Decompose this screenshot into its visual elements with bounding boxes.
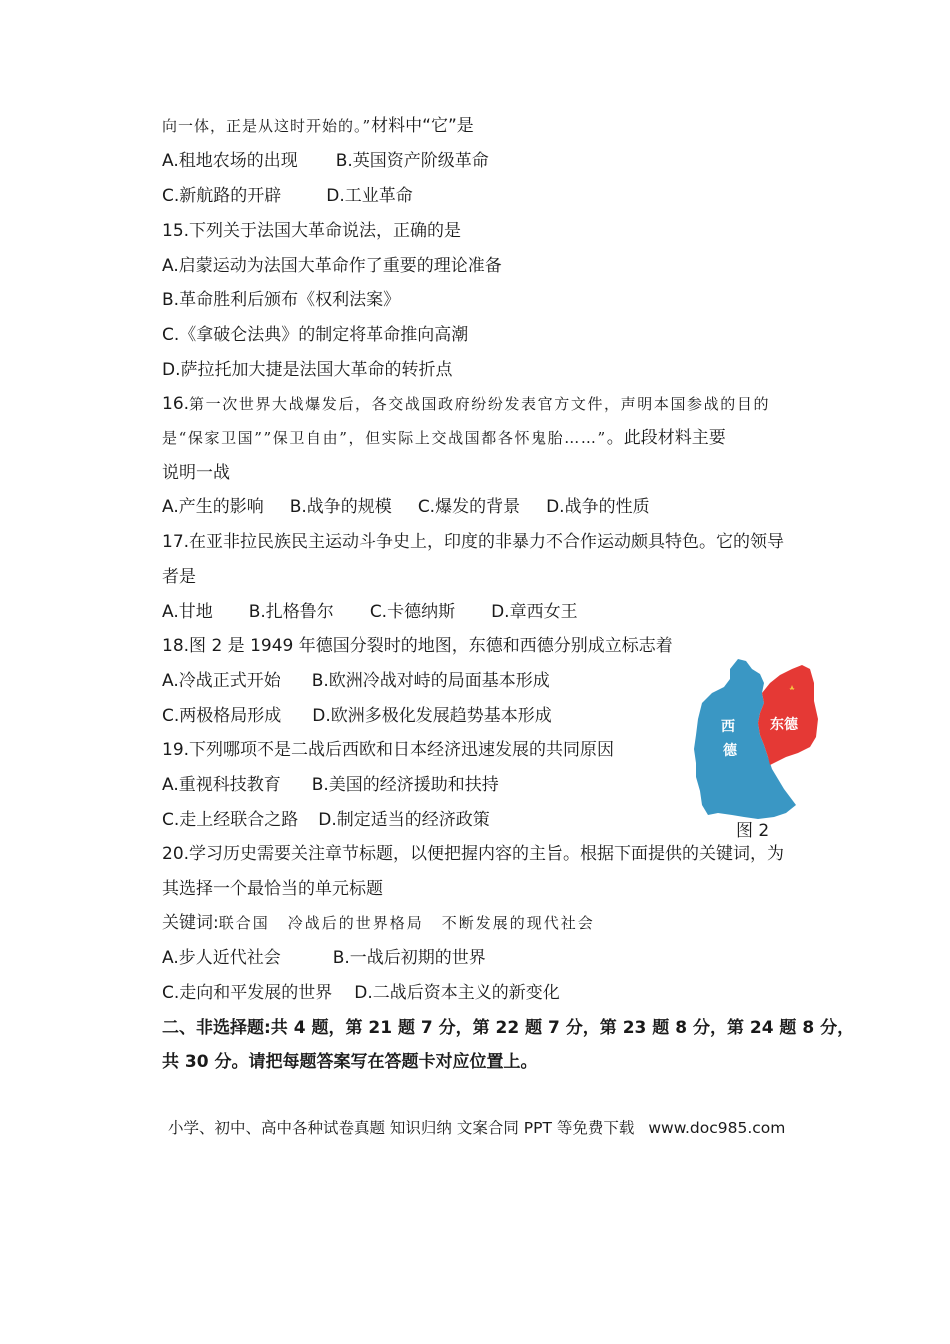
q20-keyword-label: 关键词:: [162, 913, 219, 933]
q15-option-d: D.萨拉托加大捷是法国大革命的转折点: [162, 360, 453, 380]
q19-option-a: A.重视科技教育: [162, 775, 281, 795]
q16-option-b: B.战争的规模: [289, 497, 392, 517]
q15-option-a: A.启蒙运动为法国大革命作了重要的理论准备: [162, 256, 502, 276]
q18-options-row1: [162, 669, 550, 693]
q20-stem-line1: 20.学习历史需要关注章节标题，以便把握内容的主旨。根据下面提供的关键词，为: [162, 844, 785, 864]
q19-option-d: D.制定适当的经济政策: [318, 810, 490, 830]
q16-quote-1: 第一次世界大战爆发后，各交战国政府纷纷发表官方文件，声明本国参战的目的: [189, 395, 771, 413]
q14-option-d: D.工业革命: [326, 186, 413, 206]
q14-option-a: A.租地农场的出现: [162, 151, 298, 171]
q18-option-d: D.欧洲多极化发展趋势基本形成: [312, 706, 552, 726]
q20-options-row1: [162, 946, 486, 970]
map-label-east: 东德: [770, 717, 798, 733]
q20-stem-line2: 其选择一个最恰当的单元标题: [162, 879, 383, 899]
q18-option-b: B.欧洲冷战对峙的局面基本形成: [311, 671, 550, 691]
q20-options-row2: [162, 981, 560, 1005]
q16-stem-tail: 。此段材料主要: [606, 428, 726, 448]
q20-option-d: D.二战后资本主义的新变化: [354, 983, 560, 1003]
footer-text: 小学、初中、高中各种试卷真题 知识归纳 文案合同 PPT 等免费下载: [168, 1119, 635, 1137]
q14-option-c: C.新航路的开辟: [162, 186, 282, 206]
q14-quote-end: 向一体，正是从这时开始的。”: [162, 117, 372, 135]
page-footer: [168, 1117, 785, 1139]
q20-option-a: A.步人近代社会: [162, 948, 281, 968]
figure-caption: 图 2: [736, 821, 770, 841]
q14-option-b: B.英国资产阶级革命: [335, 151, 489, 171]
q17-option-d: D.章西女王: [491, 602, 578, 622]
q19-options-row1: [162, 773, 499, 797]
section2-heading-line2: 共 30 分。请把每题答案写在答题卡对应位置上。: [162, 1052, 538, 1072]
q20-keywords: [162, 911, 595, 935]
q15-stem: 15.下列关于法国大革命说法，正确的是: [162, 221, 462, 241]
q14-options-row2: [162, 184, 413, 208]
map-label-west-1: 西: [721, 719, 735, 735]
footer-url[interactable]: www.doc985.com: [648, 1119, 786, 1137]
q16-number: 16.: [162, 394, 190, 414]
q16-stem-line1: [162, 392, 770, 416]
q18-option-a: A.冷战正式开始: [162, 671, 281, 691]
germany-map-figure: [690, 655, 825, 820]
q17-options: [162, 600, 578, 624]
q18-stem: 18.图 2 是 1949 年德国分裂时的地图，东德和西德分别成立标志着: [162, 636, 673, 656]
q16-options: [162, 495, 650, 519]
q19-stem: 19.下列哪项不是二战后西欧和日本经济迅速发展的共同原因: [162, 740, 615, 760]
q20-keyword-3: 不断发展的现代社会: [441, 914, 595, 932]
q15-option-b: B.革命胜利后颁布《权利法案》: [162, 290, 401, 310]
q20-option-b: B.一战后初期的世界: [332, 948, 486, 968]
q19-option-c: C.走上经联合之路: [162, 810, 299, 830]
q18-option-c: C.两极格局形成: [162, 706, 282, 726]
q17-option-c: C.卡德纳斯: [369, 602, 456, 622]
q19-options-row2: [162, 808, 490, 832]
q17-stem-line1: 17.在亚非拉民族民主运动斗争史上，印度的非暴力不合作运动颇具特色。它的领导: [162, 532, 785, 552]
q16-stem-line2: [162, 426, 726, 450]
q17-stem-line2: 者是: [162, 567, 196, 587]
q19-option-b: B.美国的经济援助和扶持: [311, 775, 499, 795]
q16-option-a: A.产生的影响: [162, 497, 264, 517]
q14-options-row1: [162, 149, 489, 173]
q15-option-c: C.《拿破仑法典》的制定将革命推向高潮: [162, 325, 469, 345]
east-germany-region: [758, 665, 818, 765]
q16-stem-line3: 说明一战: [162, 463, 230, 483]
q16-option-c: C.爆发的背景: [417, 497, 521, 517]
q20-keyword-1: 联合国: [218, 914, 270, 932]
q18-options-row2: [162, 704, 552, 728]
q20-keyword-2: 冷战后的世界格局: [287, 914, 424, 932]
map-label-west-2: 德: [723, 743, 737, 759]
q16-option-d: D.战争的性质: [546, 497, 650, 517]
q14-stem-tail: [162, 114, 474, 138]
q17-option-b: B.扎格鲁尔: [248, 602, 334, 622]
q20-option-c: C.走向和平发展的世界: [162, 983, 333, 1003]
q17-option-a: A.甘地: [162, 602, 213, 622]
section2-heading-line1: 二、非选择题:共 4 题，第 21 题 7 分，第 22 题 7 分，第 23 题 8 分，第 24 题 8 分，: [162, 1018, 855, 1038]
q14-question: 材料中“它”是: [371, 116, 474, 136]
q16-quote-2: 是“保家卫国””保卫自由”，但实际上交战国都各怀鬼胎……”: [162, 429, 607, 447]
